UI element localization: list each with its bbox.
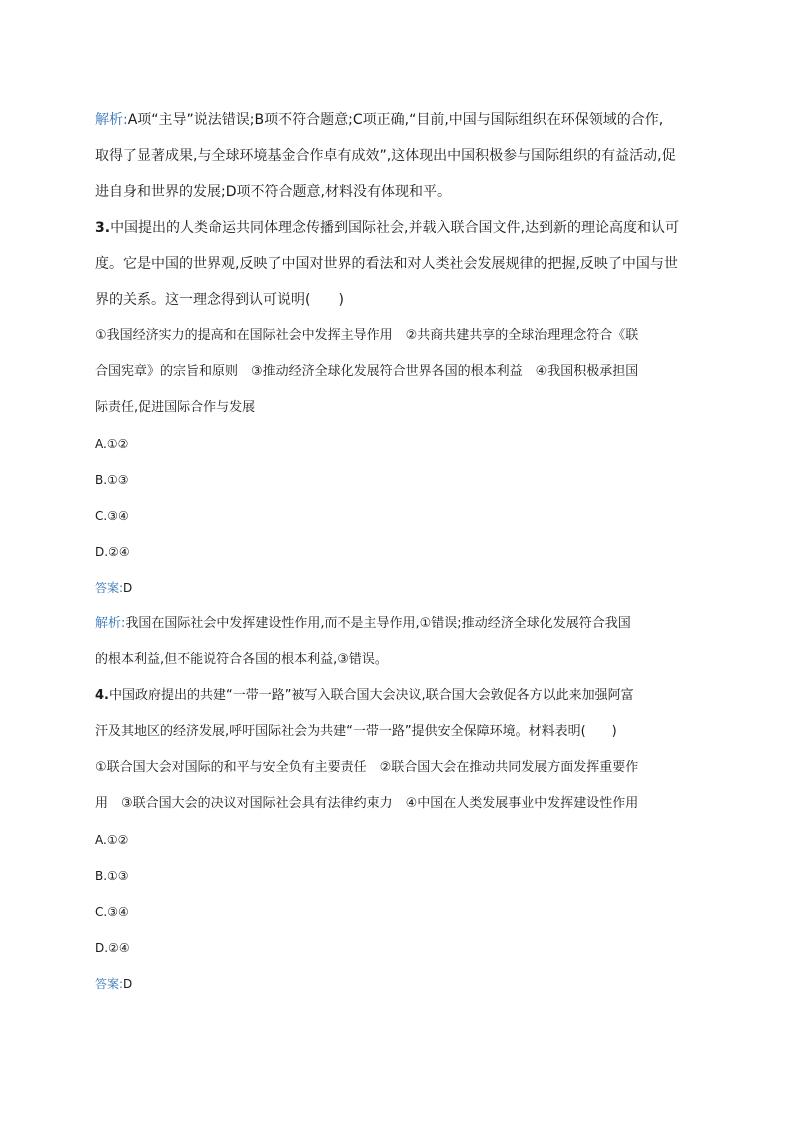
statement-line: ①我国经济实力的提高和在国际社会中发挥主导作用 ②共商共建共享的全球治理理念符合《联 [95, 328, 639, 343]
option-d: D.②④ [95, 545, 130, 559]
answer-label: 答案: [95, 581, 124, 595]
answer-line [95, 570, 707, 606]
statement-line: 合国宪章》的宗旨和原则 ③推动经济全球化发展符合世界各国的根本利益 ④我国积极承担国 [95, 364, 639, 379]
statement-line: 际责任,促进国际合作与发展 [95, 400, 256, 415]
question-number: 4. [95, 688, 109, 703]
option-a: A.①② [95, 437, 129, 451]
analysis-text: 我国在国际社会中发挥建设性作用,而不是主导作用,①错误;推动经济全球化发展符合我国 [125, 616, 631, 631]
option-c: C.③④ [95, 509, 129, 523]
document-page [95, 102, 707, 1002]
option-d: D.②④ [95, 941, 130, 955]
question-number: 3. [95, 220, 111, 236]
answer-value: D [123, 581, 133, 595]
analysis-line: 进自身和世界的发展;D项不符合题意,材料没有体现和平。 [95, 184, 451, 200]
statement-line: 用 ③联合国大会的决议对国际社会具有法律约束力 ④中国在人类发展事业中发挥建设性作用 [95, 796, 639, 811]
option-b: B.①③ [95, 869, 129, 883]
option-b: B.①③ [95, 473, 129, 487]
question-text: 中国政府提出的共建“一带一路”被写入联合国大会决议,联合国大会敦促各方以此来加强阿富 [108, 688, 634, 703]
answer-line [95, 966, 707, 1002]
statement-line: ①联合国大会对国际的和平与安全负有主要责任 ②联合国大会在推动共同发展方面发挥重要作 [95, 760, 639, 775]
question-text: 中国提出的人类命运共同体理念传播到国际社会,并载入联合国文件,达到新的理论高度和认可 [110, 220, 679, 236]
analysis-label: 解析: [95, 616, 126, 631]
option-a: A.①② [95, 833, 129, 847]
question-line: 汗及其地区的经济发展,呼吁国际社会为共建“一带一路”提供安全保障环境。材料表明( ) [95, 724, 617, 739]
question-line: 界的关系。这一理念得到认可说明( ) [95, 292, 344, 308]
question-line: 度。它是中国的世界观,反映了中国对世界的看法和对人类社会发展规律的把握,反映了中国与世 [95, 256, 678, 272]
option-c: C.③④ [95, 905, 129, 919]
analysis-line [95, 606, 707, 642]
analysis-text: A项“主导”说法错误;B项不符合题意;C项正确,“目前,中国与国际组织在环保领域的合作, [127, 112, 664, 128]
analysis-line [95, 102, 707, 138]
question-line [95, 210, 707, 246]
analysis-line: 的根本利益,但不能说符合各国的根本利益,③错误。 [95, 652, 388, 667]
answer-value: D [123, 977, 133, 991]
answer-label: 答案: [95, 977, 124, 991]
analysis-line: 取得了显著成果,与全球环境基金合作卓有成效”,这体现出中国积极参与国际组织的有益活动,促 [95, 148, 676, 164]
question-line [95, 678, 707, 714]
analysis-label: 解析: [95, 112, 128, 128]
